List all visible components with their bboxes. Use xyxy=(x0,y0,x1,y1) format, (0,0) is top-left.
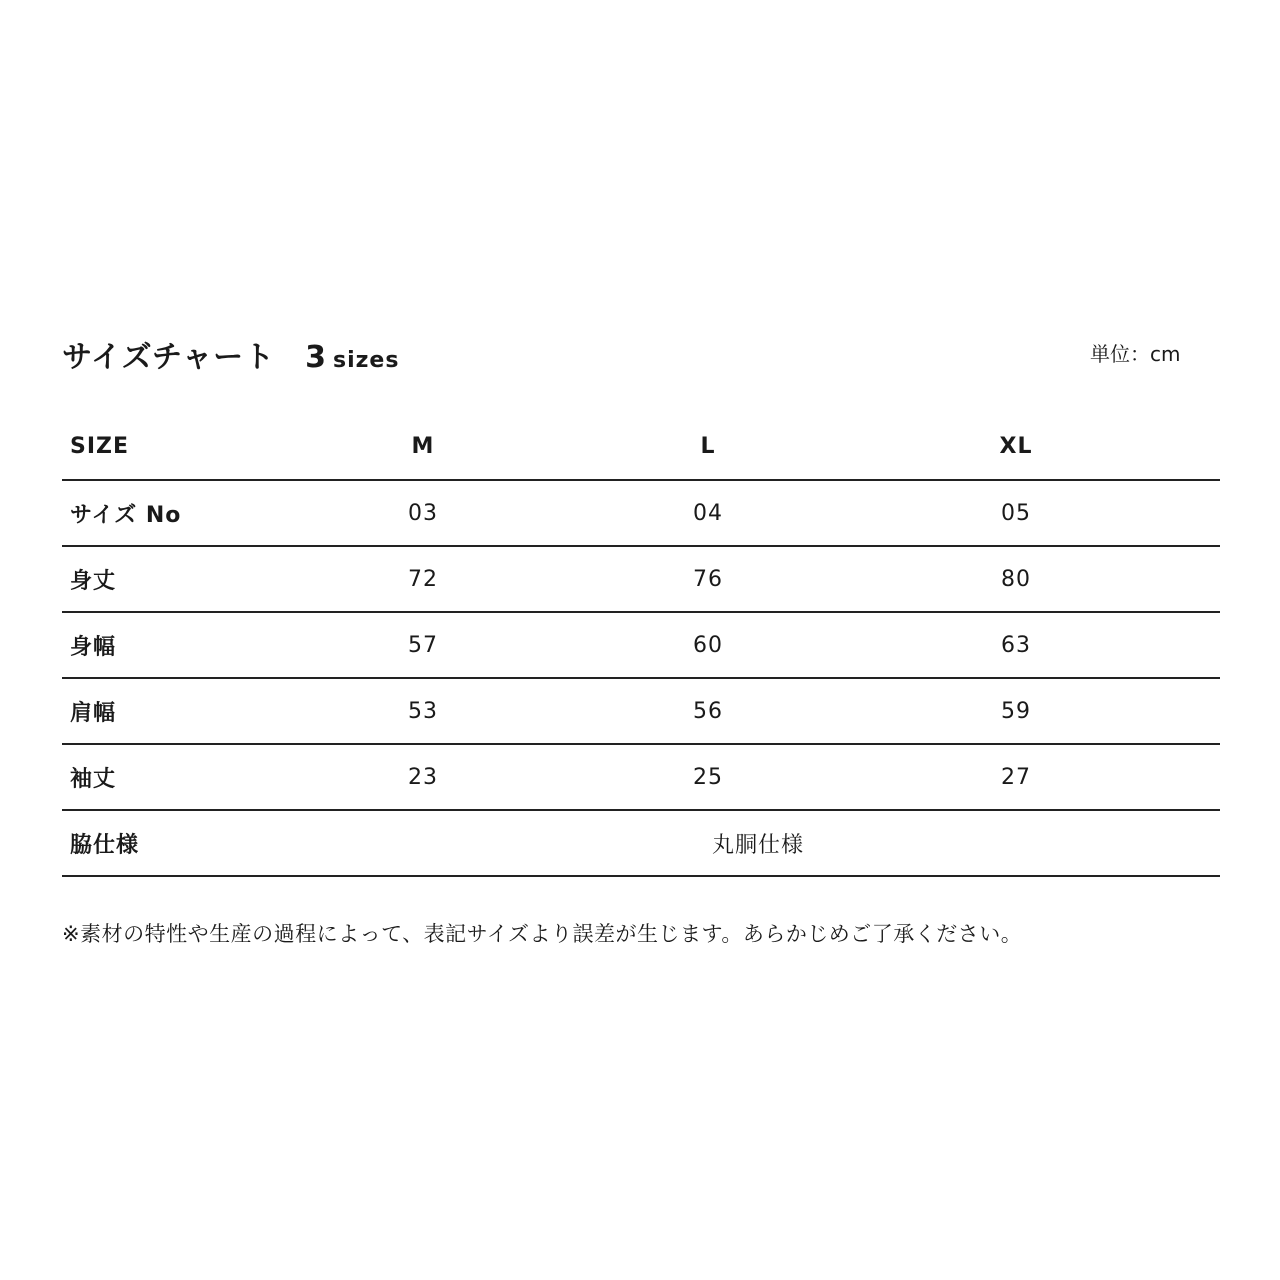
cell-m-text: 03 xyxy=(408,500,438,526)
cell-m-text: 23 xyxy=(408,764,438,790)
row-label: 袖丈 xyxy=(70,766,117,792)
cell-xl-text: 05 xyxy=(1001,500,1031,526)
title-main: サイズチャート xyxy=(62,340,276,375)
cell-m-text: 72 xyxy=(408,566,438,592)
cell-m xyxy=(312,501,589,526)
disclaimer-note: ※素材の特性や生産の過程によって、表記サイズより誤差が生じます。あらかじめご了承ください。 xyxy=(62,922,1023,946)
cell-l xyxy=(589,633,897,658)
cell-l-text: 60 xyxy=(693,632,723,658)
page-title xyxy=(62,332,399,376)
cell-m xyxy=(312,633,589,658)
cell-l xyxy=(589,699,897,724)
cell-xl xyxy=(897,699,1220,724)
header-col-m-text: M xyxy=(411,434,435,459)
cell-xl xyxy=(897,765,1220,790)
header-col-xl-text: XL xyxy=(999,434,1033,459)
header-col-xl xyxy=(897,434,1220,459)
cell-l xyxy=(589,765,897,790)
table-row xyxy=(62,679,1220,745)
title-size-word: sizes xyxy=(332,348,400,373)
cell-m-text: 57 xyxy=(408,632,438,658)
row-label: 肩幅 xyxy=(70,700,117,726)
table-row xyxy=(62,613,1220,679)
cell-l-text: 56 xyxy=(693,698,723,724)
cell-l xyxy=(589,567,897,592)
cell-xl-text: 80 xyxy=(1001,566,1031,592)
cell-l-text: 25 xyxy=(693,764,723,790)
header-col-m xyxy=(312,434,589,459)
cell-m xyxy=(312,765,589,790)
cell-xl xyxy=(897,501,1220,526)
merged-cell xyxy=(312,828,1220,859)
cell-l-text: 76 xyxy=(693,566,723,592)
cell-m xyxy=(312,699,589,724)
table-row xyxy=(62,745,1220,811)
row-label: 脇仕様 xyxy=(70,832,140,858)
merged-cell-text: 丸胴仕様 xyxy=(711,832,805,858)
title-size-count: 3 xyxy=(305,340,327,375)
row-label: 身丈 xyxy=(70,568,117,594)
cell-xl xyxy=(897,633,1220,658)
table-row xyxy=(62,481,1220,547)
header-label: SIZE xyxy=(70,434,130,459)
cell-xl xyxy=(897,567,1220,592)
size-table xyxy=(62,414,1220,877)
cell-xl-text: 59 xyxy=(1001,698,1031,724)
cell-m-text: 53 xyxy=(408,698,438,724)
table-header-row xyxy=(62,414,1220,481)
table-row-merged xyxy=(62,811,1220,877)
cell-m xyxy=(312,567,589,592)
table-row xyxy=(62,547,1220,613)
header-col-l xyxy=(589,434,897,459)
row-label: サイズ No xyxy=(70,502,182,528)
unit-label: 単位：cm xyxy=(1090,342,1181,366)
cell-xl-text: 63 xyxy=(1001,632,1031,658)
row-label: 身幅 xyxy=(70,634,117,660)
cell-l-text: 04 xyxy=(693,500,723,526)
cell-xl-text: 27 xyxy=(1001,764,1031,790)
cell-l xyxy=(589,501,897,526)
header-col-l-text: L xyxy=(700,434,716,459)
